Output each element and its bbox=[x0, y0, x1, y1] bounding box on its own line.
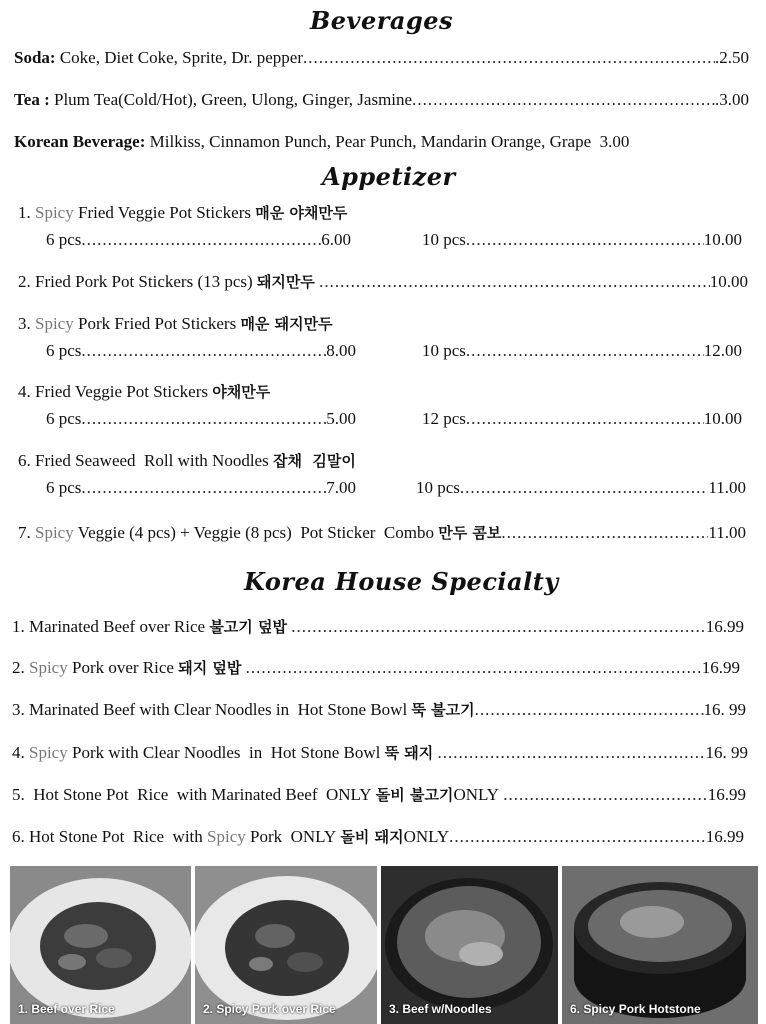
leader-dots bbox=[475, 700, 704, 720]
option-label: 10 pcs bbox=[422, 341, 466, 360]
beverage-desc: Plum Tea(Cold/Hot), Green, Ulong, Ginger, Jasmine bbox=[49, 90, 413, 109]
spicy-tag: Spicy bbox=[35, 203, 74, 222]
option-label: 12 pcs bbox=[422, 409, 466, 428]
hot-stone-bowl-image bbox=[381, 866, 558, 1024]
option-label: 6 pcs bbox=[46, 478, 82, 497]
option-price: 10.00 bbox=[703, 230, 742, 249]
appetizer-item-1-option-a bbox=[46, 230, 351, 250]
item-price: 16.99 bbox=[707, 785, 746, 804]
leader-dots bbox=[466, 230, 704, 250]
item-name: Pork Fried Pot Stickers bbox=[73, 314, 237, 333]
specialty-item-6 bbox=[12, 826, 744, 847]
option-label: 10 pcs bbox=[422, 230, 466, 249]
appetizer-item-7 bbox=[18, 522, 746, 543]
appetizer-item-6 bbox=[18, 450, 356, 471]
photo-caption: 1. Beef over Rice bbox=[18, 1002, 115, 1016]
photo-caption: 2. Spicy Pork over Rice bbox=[203, 1002, 336, 1016]
item-korean: 돌비 돼지 bbox=[340, 828, 404, 846]
item-price: 11.00 bbox=[708, 523, 746, 542]
item-korean: 돼지만두 bbox=[256, 273, 315, 291]
option-price: 8.00 bbox=[326, 341, 356, 360]
leader-dots bbox=[438, 743, 706, 763]
item-price: 16.99 bbox=[705, 617, 744, 636]
specialty-item-5 bbox=[12, 784, 746, 805]
item-korean: 만두 콤보 bbox=[438, 524, 502, 542]
appetizer-heading: Appetizer bbox=[322, 162, 456, 191]
item-name: Fried Veggie Pot Stickers bbox=[73, 203, 251, 222]
leader-dots bbox=[81, 409, 326, 429]
item-name: Pork with Clear Noodles in Hot Stone Bowl bbox=[67, 743, 381, 762]
item-price: 16.99 bbox=[705, 827, 744, 846]
leader-dots bbox=[466, 341, 704, 361]
item-name: Fried Seaweed Roll with Noodles bbox=[35, 451, 269, 470]
spicy-tag: Spicy bbox=[207, 827, 246, 846]
beverage-label: Soda: bbox=[14, 48, 56, 67]
item-name: Fried Veggie Pot Stickers bbox=[35, 382, 208, 401]
leader-dots bbox=[501, 523, 708, 543]
item-number: 3. bbox=[18, 314, 31, 333]
item-name: Hot Stone Pot Rice with Marinated Beef ONLY bbox=[24, 785, 372, 804]
specialty-heading: Korea House Specialty bbox=[244, 567, 559, 596]
beverage-item-tea bbox=[14, 90, 749, 110]
appetizer-item-6-option-a bbox=[46, 478, 356, 498]
option-label: 6 pcs bbox=[46, 230, 82, 249]
appetizer-item-6-option-b bbox=[416, 478, 746, 498]
beverage-item-korean bbox=[14, 132, 629, 152]
leader-dots bbox=[81, 230, 321, 250]
beverage-desc: Milkiss, Cinnamon Punch, Pear Punch, Mandarin Orange, Grape 3.00 bbox=[145, 132, 630, 151]
item-korean: 돼지 덮밥 bbox=[178, 659, 242, 677]
item-suffix: ONLY bbox=[453, 785, 499, 804]
appetizer-item-1 bbox=[18, 202, 347, 223]
item-number: 6. bbox=[12, 827, 25, 846]
item-name: Marinated Beef with Clear Noodles in Hot Stone Bowl bbox=[24, 700, 408, 719]
appetizer-item-3-option-a bbox=[46, 341, 356, 361]
leader-dots bbox=[246, 658, 702, 678]
beverages-heading: Beverages bbox=[310, 6, 454, 35]
item-price: 16. 99 bbox=[705, 743, 748, 762]
beverage-price: .3.00 bbox=[715, 90, 749, 109]
leader-dots bbox=[81, 478, 326, 498]
leader-dots bbox=[291, 617, 706, 637]
option-price: 10.00 bbox=[703, 409, 742, 428]
item-price: 10.00 bbox=[709, 272, 748, 291]
beverage-desc: Coke, Diet Coke, Sprite, Dr. pepper bbox=[55, 48, 303, 67]
item-number: 3. bbox=[12, 700, 25, 719]
item-price: 16.99 bbox=[701, 658, 740, 677]
option-price: 6.00 bbox=[321, 230, 351, 249]
item-name-pre: Hot Stone Pot Rice with bbox=[24, 827, 208, 846]
photo-caption: 3. Beef w/Noodles bbox=[389, 1002, 492, 1016]
leader-dots bbox=[460, 478, 708, 498]
spicy-tag: Spicy bbox=[35, 314, 74, 333]
leader-dots bbox=[319, 272, 710, 292]
specialty-item-4 bbox=[12, 742, 748, 763]
option-price: 7.00 bbox=[326, 478, 356, 497]
beverage-label: Tea : bbox=[14, 90, 50, 109]
leader-dots bbox=[449, 827, 706, 847]
specialty-item-3 bbox=[12, 699, 746, 720]
option-label: 10 pcs bbox=[416, 478, 460, 497]
item-korean: 돌비 불고기 bbox=[375, 786, 454, 804]
item-number: 4. bbox=[12, 743, 25, 762]
appetizer-item-4-option-b bbox=[422, 409, 742, 429]
hot-stone-bowl-image bbox=[562, 866, 758, 1024]
item-suffix: ONLY bbox=[403, 827, 450, 846]
photo-beef-with-noodles bbox=[381, 866, 558, 1024]
appetizer-item-3-option-b bbox=[422, 341, 742, 361]
spicy-tag: Spicy bbox=[29, 658, 68, 677]
leader-dots bbox=[503, 785, 708, 805]
specialty-item-1 bbox=[12, 616, 744, 637]
photo-beef-over-rice bbox=[10, 866, 191, 1024]
item-price: 16. 99 bbox=[703, 700, 746, 719]
item-name: Marinated Beef over Rice bbox=[24, 617, 206, 636]
option-price: 12.00 bbox=[703, 341, 742, 360]
item-number: 6. bbox=[18, 451, 31, 470]
item-korean: 뚝 돼지 bbox=[384, 744, 434, 762]
item-number: 5. bbox=[12, 785, 25, 804]
item-name: Pork ONLY bbox=[245, 827, 337, 846]
item-name: Pork over Rice bbox=[67, 658, 174, 677]
item-number: 2. bbox=[12, 658, 25, 677]
beverage-price: .2.50 bbox=[715, 48, 749, 67]
appetizer-item-3 bbox=[18, 313, 333, 334]
spicy-tag: Spicy bbox=[29, 743, 68, 762]
item-name: Veggie (4 pcs) + Veggie (8 pcs) Pot Sticker Combo bbox=[73, 523, 434, 542]
food-plate-image bbox=[10, 866, 191, 1024]
photo-spicy-pork-over-rice bbox=[195, 866, 377, 1024]
spicy-tag: Spicy bbox=[35, 523, 74, 542]
item-korean: 뚝 불고기 bbox=[411, 701, 475, 719]
leader-dots bbox=[303, 48, 715, 68]
appetizer-item-4-option-a bbox=[46, 409, 356, 429]
option-label: 6 pcs bbox=[46, 409, 82, 428]
leader-dots bbox=[466, 409, 704, 429]
photo-spicy-pork-hotstone bbox=[562, 866, 758, 1024]
leader-dots bbox=[412, 90, 715, 110]
item-korean: 불고기 덮밥 bbox=[209, 618, 287, 636]
item-korean: 잡채 김말이 bbox=[272, 452, 356, 470]
option-price: 11.00 bbox=[708, 478, 746, 497]
food-plate-image bbox=[195, 866, 377, 1024]
item-korean: 매운 돼지만두 bbox=[240, 315, 333, 333]
photo-caption: 6. Spicy Pork Hotstone bbox=[570, 1002, 701, 1016]
item-number: 4. bbox=[18, 382, 31, 401]
appetizer-item-2 bbox=[18, 271, 748, 292]
option-price: 5.00 bbox=[326, 409, 356, 428]
specialty-item-2 bbox=[12, 657, 740, 678]
item-korean: 매운 야채만두 bbox=[255, 204, 348, 222]
appetizer-item-1-option-b bbox=[422, 230, 742, 250]
appetizer-item-4 bbox=[18, 381, 270, 402]
item-number: 2. bbox=[18, 272, 31, 291]
item-number: 1. bbox=[12, 617, 25, 636]
item-number: 1. bbox=[18, 203, 31, 222]
item-korean: 야채만두 bbox=[212, 383, 271, 401]
leader-dots bbox=[81, 341, 326, 361]
beverage-item-soda bbox=[14, 48, 749, 68]
beverage-label: Korean Beverage: bbox=[14, 132, 146, 151]
option-label: 6 pcs bbox=[46, 341, 82, 360]
item-name: Fried Pork Pot Stickers (13 pcs) bbox=[35, 272, 253, 291]
item-number: 7. bbox=[18, 523, 31, 542]
